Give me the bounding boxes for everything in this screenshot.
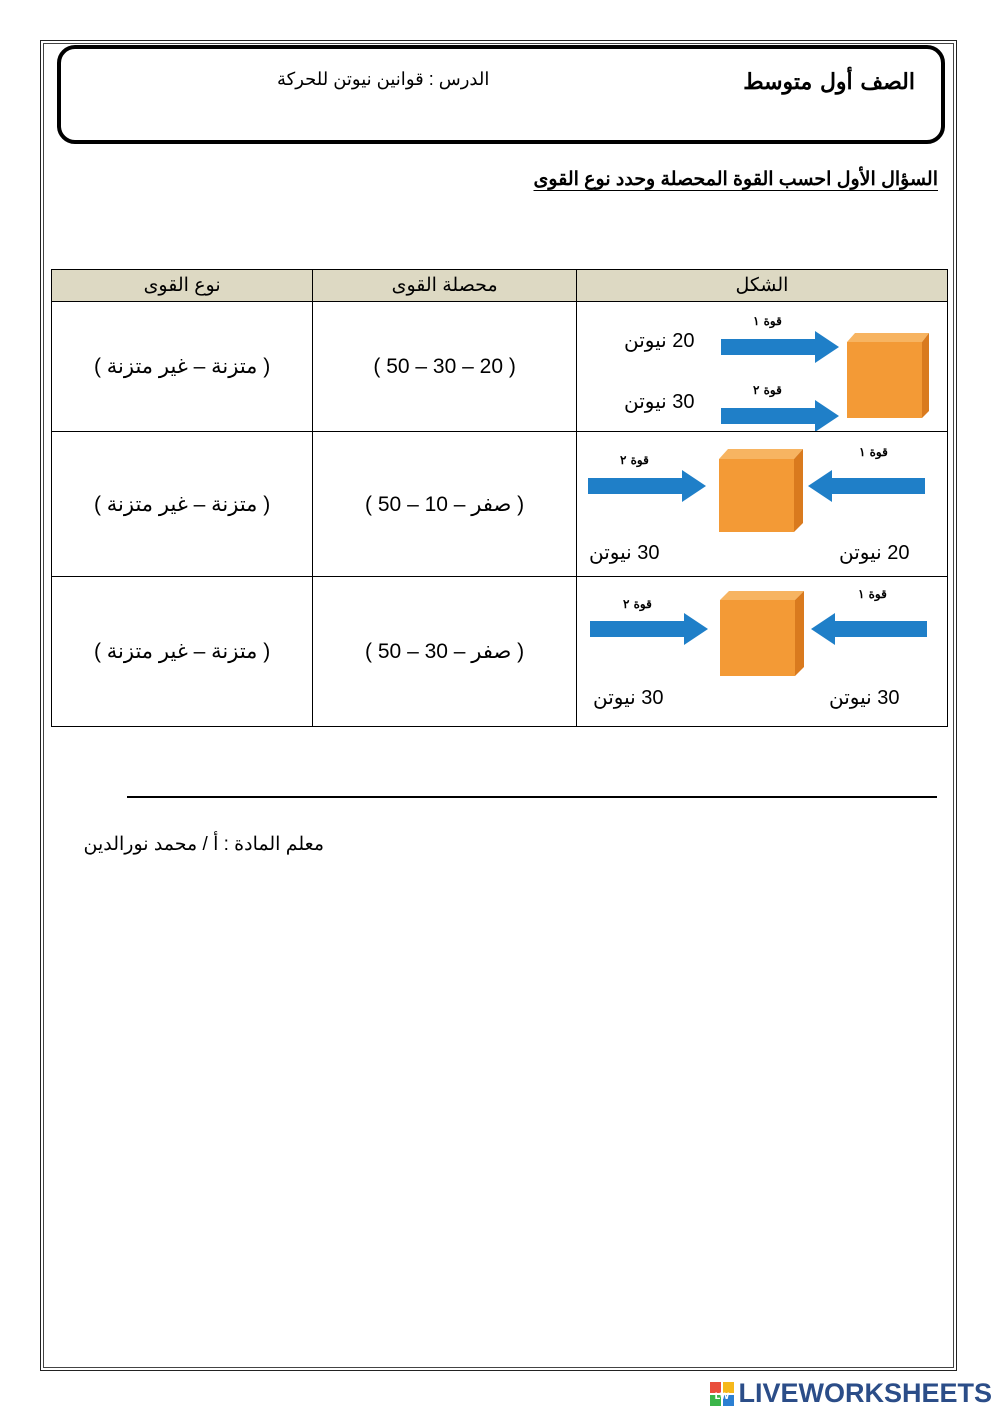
force-figure-opposite bbox=[577, 432, 947, 576]
grade-title: الصف أول متوسط bbox=[743, 69, 915, 95]
force1-arrow bbox=[808, 470, 925, 502]
result-cell[interactable] bbox=[313, 302, 577, 432]
type-options: ( متزنة – غير متزنة ) bbox=[93, 640, 271, 663]
result-options: ( صفر – 30 – 50 ) bbox=[365, 640, 525, 663]
box-side bbox=[922, 333, 929, 418]
force1-tag: قوة ١ bbox=[858, 587, 887, 601]
force2-arrow bbox=[590, 613, 708, 645]
table-row bbox=[52, 577, 948, 727]
box-top bbox=[719, 449, 803, 459]
box-side bbox=[794, 449, 803, 532]
type-options: ( متزنة – غير متزنة ) bbox=[93, 492, 271, 516]
watermark-text: LIVEWORKSHEETS bbox=[738, 1378, 992, 1408]
teacher-signature: معلم المادة : أ / محمد نورالدين bbox=[83, 834, 324, 855]
column-header-shape: الشكل bbox=[577, 270, 948, 302]
result-cell[interactable] bbox=[313, 577, 577, 727]
question-heading: السؤال الأول احسب القوة المحصلة وحدد نوع القوى bbox=[533, 169, 938, 190]
force2-label: 30 نيوتن bbox=[624, 391, 695, 413]
column-header-type: نوع القوى bbox=[52, 270, 313, 302]
forces-table bbox=[51, 269, 948, 727]
result-cell[interactable] bbox=[313, 432, 577, 577]
force1-arrow bbox=[721, 331, 839, 363]
liveworksheets-logo-icon bbox=[710, 1382, 734, 1406]
logo-letters: LW bbox=[714, 1391, 730, 1402]
figure-cell bbox=[577, 432, 948, 577]
liveworksheets-watermark bbox=[710, 1378, 992, 1409]
box-side bbox=[795, 591, 804, 676]
force2-tag: قوة ٢ bbox=[620, 453, 649, 467]
result-options: ( 20 – 30 – 50 ) bbox=[373, 354, 516, 378]
force1-label: 20 نيوتن bbox=[624, 330, 695, 352]
box-top bbox=[847, 333, 929, 342]
force1-label: 30 نيوتن bbox=[829, 687, 900, 709]
force2-arrow bbox=[721, 400, 839, 431]
box-front bbox=[719, 459, 794, 532]
table-row bbox=[52, 432, 948, 577]
force2-tag: قوة ٢ bbox=[753, 383, 782, 397]
divider-line bbox=[127, 796, 937, 798]
box-front bbox=[720, 600, 795, 676]
force2-label: 30 نيوتن bbox=[589, 542, 660, 564]
force2-arrow bbox=[588, 470, 706, 502]
figure-cell bbox=[577, 302, 948, 432]
force2-label: 30 نيوتن bbox=[593, 687, 664, 709]
force1-tag: قوة ١ bbox=[859, 445, 888, 459]
type-options: ( متزنة – غير متزنة ) bbox=[93, 355, 271, 378]
table-row bbox=[52, 302, 948, 432]
force-figure-same-direction bbox=[577, 302, 947, 431]
type-cell[interactable] bbox=[52, 302, 313, 432]
column-header-result: محصلة القوى bbox=[313, 270, 577, 302]
force1-tag: قوة ١ bbox=[753, 314, 782, 328]
box-front bbox=[847, 342, 922, 418]
force2-tag: قوة ٢ bbox=[623, 597, 652, 611]
header-box bbox=[57, 45, 945, 144]
figure-cell bbox=[577, 577, 948, 727]
box-top bbox=[720, 591, 804, 600]
lesson-title: الدرس : قوانين نيوتن للحركة bbox=[277, 69, 490, 89]
force-figure-balanced bbox=[577, 577, 947, 726]
table-header-row bbox=[52, 270, 948, 302]
type-cell[interactable] bbox=[52, 432, 313, 577]
force1-arrow bbox=[811, 613, 927, 645]
force1-label: 20 نيوتن bbox=[839, 542, 910, 564]
result-options: ( صفر – 10 – 50 ) bbox=[365, 492, 525, 516]
type-cell[interactable] bbox=[52, 577, 313, 727]
